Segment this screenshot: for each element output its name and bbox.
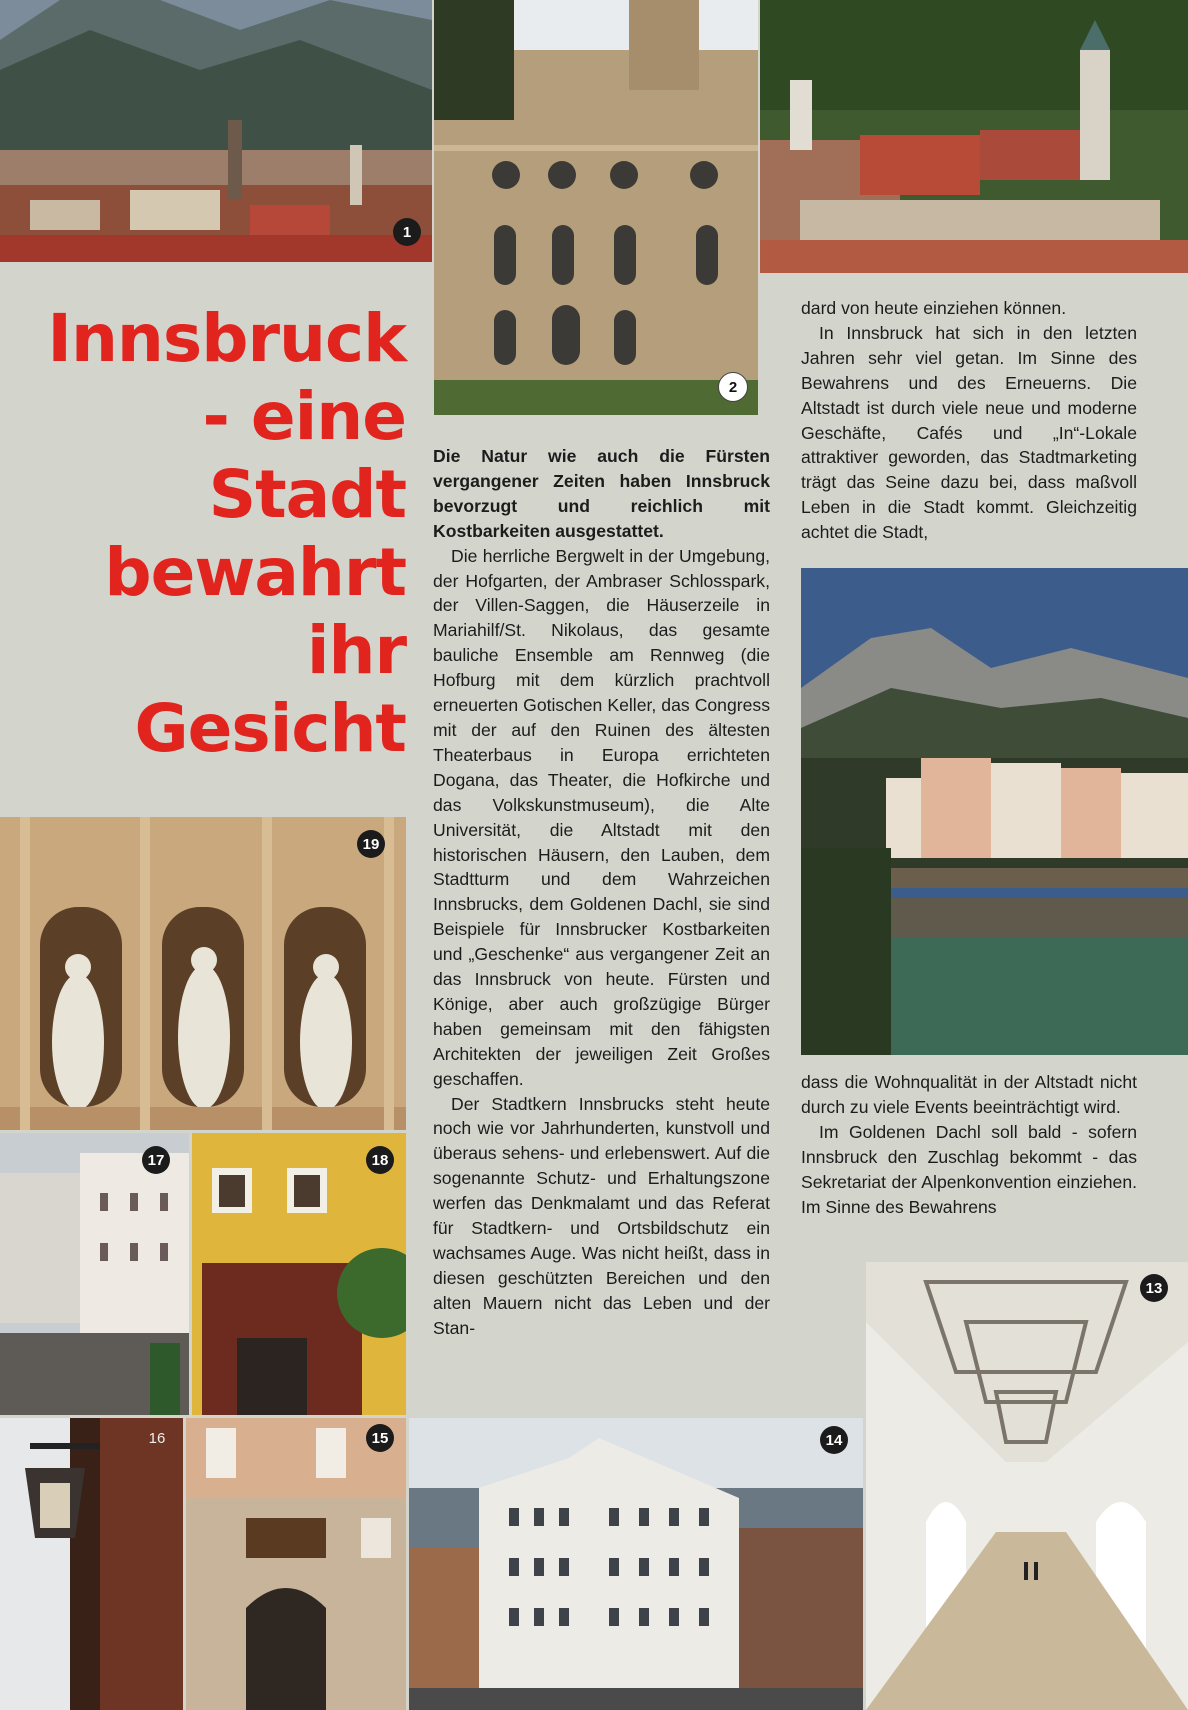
body-paragraph: Im Goldenen Dachl soll bald - sofern Innsbruck den Zuschlag bekommt - das Sekretariat der Alpenkonvention einziehen. Im Sinne des Bewahrens — [801, 1121, 1137, 1217]
photo-number-badge: 17 — [142, 1146, 170, 1174]
photo-number-badge: 2 — [718, 372, 748, 402]
title-line: - eine — [202, 378, 406, 455]
photo-hillside-town — [760, 0, 1188, 273]
right-text-column-top — [801, 296, 1137, 545]
photo-statues-niches — [0, 817, 406, 1130]
body-paragraph-continued: dass die Wohnqualität in der Altstadt nicht durch zu viele Events beeinträchtigt wird. — [801, 1072, 1137, 1117]
photo-riverfront-mountains — [801, 568, 1188, 1055]
photo-cathedral-facade — [434, 0, 758, 415]
photo-number-badge: 14 — [820, 1426, 848, 1454]
photo-shop-entrance — [186, 1418, 406, 1710]
photo-number-badge: 1 — [393, 218, 421, 246]
photo-city-mountain-panorama — [0, 0, 432, 262]
body-paragraph: In Innsbruck hat sich in den letzten Jahren sehr viel getan. Im Sinne des Bewahrens und des Erneuerns. Die Altstadt ist durch viele neue und moderne Geschäfte, Cafés und „In“-Lokale attraktiver geworden, das Stadtmarketing trägt das Seine dazu bei, dass maßvoll Leben in die Stadt kommt. Gleichzeitig achtet die Stadt, — [801, 322, 1137, 543]
photo-number-badge: 19 — [357, 830, 385, 858]
title-line: bewahrt — [104, 534, 406, 611]
body-paragraph: Die herrliche Bergwelt in der Umgebung, der Hofgarten, der Ambraser Schlosspark, der Villen-Saggen, die Häuserzeile in Mariahilf/St. Nikolaus, das gesamte bauliche Ensemble am Rennweg (die Hofburg mit dem kürzlich prachtvoll erneuerten Gotischen Keller, das Congress mit der auf den Ruinen des ältesten Theaterbaus in Europa errichteten Dogana, das Theater, die Hofkirche und das Volkskunstmuseum), die Alte Universität, die Altstadt mit den historischen Häusern, den Lauben, dem Stadtturm und dem Wahrzeichen Innsbrucks, dem Goldenen Dachl, sie sind Beispiele für Innsbrucker Kostbarkeiten und „Geschenke“ aus vergangener Zeit an das Innsbruck von heute. Fürsten und Könige, aber auch großzügige Bürger haben gemeinsam mit den fähigsten Architekten der jeweiligen Zeit Großes geschaffen. — [433, 545, 770, 1089]
title-line: Gesicht — [134, 690, 406, 767]
body-paragraph-continued: dard von heute einziehen können. — [801, 298, 1067, 318]
lead-paragraph: Die Natur wie auch die Fürsten vergangener Zeiten haben Innsbruck bevorzugt und reichlich mit Kostbarkeiten ausgestattet. — [433, 446, 770, 541]
title-line: ihr — [306, 612, 406, 689]
article-title — [40, 300, 406, 768]
photo-arcade-corridor — [866, 1262, 1188, 1710]
photo-street-lamp — [0, 1418, 183, 1710]
photo-number-badge: 13 — [1140, 1274, 1168, 1302]
photo-yellow-house — [192, 1133, 406, 1415]
title-line: Stadt — [208, 456, 406, 533]
photo-white-corner-building — [409, 1418, 863, 1710]
photo-number-badge: 18 — [366, 1146, 394, 1174]
photo-number-badge: 15 — [366, 1424, 394, 1452]
body-paragraph: Der Stadtkern Innsbrucks steht heute noch wie vor Jahrhunderten, kunstvoll und überaus sehens- und erlebenswert. Auf die sogenannte Schutz- und Erhaltungszone werfen das Denkmalamt und das Referat für Stadtkern- und Ortsbildschutz ein wachsames Auge. Was nicht heißt, dass in diesen geschützten Bereichen und den alten Mauern nicht das Leben und der Stan- — [433, 1093, 770, 1338]
photo-street-arcade — [0, 1133, 189, 1415]
middle-text-column — [433, 444, 770, 1341]
title-line: Innsbruck — [47, 300, 406, 377]
right-text-column-bottom — [801, 1070, 1137, 1219]
photo-number-badge: 16 — [148, 1429, 166, 1447]
